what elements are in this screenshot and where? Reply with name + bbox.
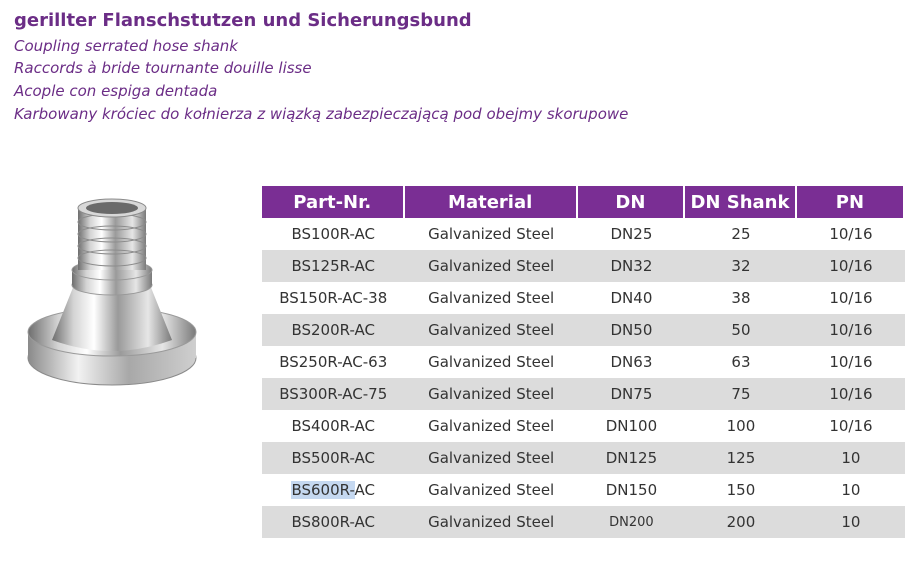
cell-part-nr: BS800R-AC [262,506,405,538]
cell-pn: 10 [797,442,905,474]
cell-dn: DN100 [578,410,685,442]
table-row [262,314,905,346]
table-row [262,282,905,314]
unselected-text: AC [354,481,376,499]
product-image [22,190,222,400]
cell-pn: 10/16 [797,378,905,410]
cell-pn: 10/16 [797,314,905,346]
cell-material: Galvanized Steel [405,282,578,314]
subtitle-pl: Karbowany króciec do kołnierza z wiązką zabezpieczającą pod obejmy skorupowe [14,105,629,123]
table-row [262,250,905,282]
cell-part-nr: BS200R-AC [262,314,405,346]
table-row [262,506,905,538]
subtitle-en: Coupling serrated hose shank [14,37,238,55]
cell-material: Galvanized Steel [405,410,578,442]
table-row [262,218,905,250]
header-pn: PN [797,186,905,218]
cell-dn-shank: 50 [685,314,797,346]
table-header-row [262,186,905,218]
cell-part-nr: BS250R-AC-63 [262,346,405,378]
cell-pn: 10 [797,506,905,538]
cell-dn-shank: 150 [685,474,797,506]
cell-dn-shank: 100 [685,410,797,442]
cell-pn: 10/16 [797,218,905,250]
cell-dn-shank: 25 [685,218,797,250]
cell-dn: DN40 [578,282,685,314]
cell-dn-shank: 75 [685,378,797,410]
cell-dn-shank: 200 [685,506,797,538]
cell-dn: DN125 [578,442,685,474]
cell-dn: DN200 [578,506,685,538]
cell-material: Galvanized Steel [405,442,578,474]
cell-part-nr: BS300R-AC-75 [262,378,405,410]
header-dn: DN [578,186,685,218]
cell-material: Galvanized Steel [405,506,578,538]
header-material: Material [405,186,578,218]
cell-part-nr[interactable] [262,474,405,506]
cell-material: Galvanized Steel [405,250,578,282]
table-row [262,474,905,506]
cell-dn: DN75 [578,378,685,410]
table-row [262,346,905,378]
cell-part-nr: BS400R-AC [262,410,405,442]
cell-pn: 10/16 [797,346,905,378]
cell-part-nr: BS125R-AC [262,250,405,282]
subtitle-fr: Raccords à bride tournante douille lisse [14,59,312,77]
page-title: gerillter Flanschstutzen und Sicherungsbund [14,10,472,31]
cell-dn: DN25 [578,218,685,250]
cell-part-nr: BS500R-AC [262,442,405,474]
cell-material: Galvanized Steel [405,346,578,378]
cell-dn: DN63 [578,346,685,378]
cell-pn: 10/16 [797,250,905,282]
header-dn-shank: DN Shank [685,186,797,218]
cell-dn: DN32 [578,250,685,282]
cell-material: Galvanized Steel [405,314,578,346]
table-row [262,378,905,410]
cell-part-nr: BS100R-AC [262,218,405,250]
cell-dn: DN50 [578,314,685,346]
cell-pn: 10/16 [797,282,905,314]
cell-pn: 10 [797,474,905,506]
spec-table [262,186,905,538]
cell-dn-shank: 32 [685,250,797,282]
cell-material: Galvanized Steel [405,218,578,250]
header-part-nr: Part-Nr. [262,186,405,218]
cell-dn: DN150 [578,474,685,506]
cell-dn-shank: 125 [685,442,797,474]
table-row [262,410,905,442]
subtitle-es: Acople con espiga dentada [14,82,218,100]
cell-dn-shank: 63 [685,346,797,378]
cell-part-nr: BS150R-AC-38 [262,282,405,314]
cell-pn: 10/16 [797,410,905,442]
cell-material: Galvanized Steel [405,378,578,410]
cell-material: Galvanized Steel [405,474,578,506]
selected-text[interactable]: BS600R- [291,481,355,499]
cell-dn-shank: 38 [685,282,797,314]
table-row [262,442,905,474]
